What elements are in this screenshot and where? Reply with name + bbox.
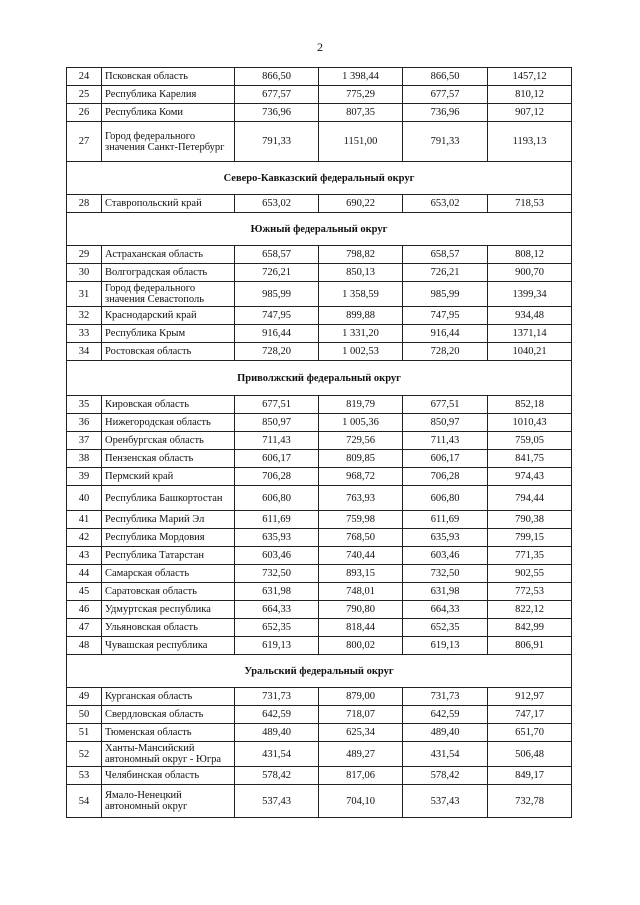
table-row: [67, 264, 572, 282]
table-row: [67, 583, 572, 601]
value-cell-3: 866,50: [403, 68, 488, 86]
value-cell-1: 631,98: [235, 583, 319, 601]
value-cell-1: 489,40: [235, 724, 319, 742]
region-name-cell: Волгоградская область: [102, 264, 235, 282]
row-number-cell: 43: [67, 547, 102, 565]
value-cell-3: 706,28: [403, 468, 488, 486]
region-name-cell: Псковская область: [102, 68, 235, 86]
value-cell-3: 658,57: [403, 246, 488, 264]
value-cell-2: 968,72: [319, 468, 403, 486]
value-cell-2: 1 398,44: [319, 68, 403, 86]
table-row: [67, 688, 572, 706]
region-name-cell: Свердловская область: [102, 706, 235, 724]
table-row: [67, 68, 572, 86]
region-name-cell: Республика Мордовия: [102, 529, 235, 547]
value-cell-2: 819,79: [319, 396, 403, 414]
value-cell-4: 651,70: [488, 724, 572, 742]
row-number-cell: 25: [67, 86, 102, 104]
region-name-cell: Ставропольский край: [102, 195, 235, 213]
region-name-cell: Ханты-Мансийский автономный округ - Югра: [102, 742, 235, 767]
value-cell-4: 849,17: [488, 767, 572, 785]
value-cell-4: 852,18: [488, 396, 572, 414]
table-row: [67, 246, 572, 264]
region-name-cell: Ямало-Ненецкий автономный округ: [102, 785, 235, 818]
region-name-cell: Пермский край: [102, 468, 235, 486]
row-number-cell: 36: [67, 414, 102, 432]
value-cell-3: 677,51: [403, 396, 488, 414]
value-cell-2: 775,29: [319, 86, 403, 104]
value-cell-1: 611,69: [235, 511, 319, 529]
region-name-cell: Ульяновская область: [102, 619, 235, 637]
value-cell-1: 747,95: [235, 307, 319, 325]
value-cell-2: 625,34: [319, 724, 403, 742]
row-number-cell: 30: [67, 264, 102, 282]
value-cell-3: 677,57: [403, 86, 488, 104]
section-header-row: [67, 162, 572, 195]
section-title: Северо-Кавказский федеральный округ: [67, 162, 572, 195]
section-header-row: [67, 655, 572, 688]
value-cell-1: 677,51: [235, 396, 319, 414]
value-cell-3: 537,43: [403, 785, 488, 818]
value-cell-2: 790,80: [319, 601, 403, 619]
value-cell-2: 818,44: [319, 619, 403, 637]
value-cell-4: 841,75: [488, 450, 572, 468]
value-cell-2: 740,44: [319, 547, 403, 565]
row-number-cell: 28: [67, 195, 102, 213]
value-cell-1: 706,28: [235, 468, 319, 486]
row-number-cell: 46: [67, 601, 102, 619]
region-name-cell: Челябинская область: [102, 767, 235, 785]
row-number-cell: 41: [67, 511, 102, 529]
region-name-cell: Город федерального значения Санкт-Петербург: [102, 122, 235, 162]
value-cell-3: 489,40: [403, 724, 488, 742]
region-name-cell: Тюменская область: [102, 724, 235, 742]
value-cell-2: 729,56: [319, 432, 403, 450]
row-number-cell: 48: [67, 637, 102, 655]
table-row: [67, 511, 572, 529]
value-cell-3: 653,02: [403, 195, 488, 213]
value-cell-1: 850,97: [235, 414, 319, 432]
table-row: [67, 565, 572, 583]
value-cell-4: 810,12: [488, 86, 572, 104]
value-cell-3: 606,17: [403, 450, 488, 468]
section-title: Южный федеральный округ: [67, 213, 572, 246]
table-row: [67, 282, 572, 307]
value-cell-2: 899,88: [319, 307, 403, 325]
table-row: [67, 547, 572, 565]
row-number-cell: 29: [67, 246, 102, 264]
value-cell-4: 790,38: [488, 511, 572, 529]
value-cell-1: 726,21: [235, 264, 319, 282]
value-cell-4: 1193,13: [488, 122, 572, 162]
region-name-cell: Пензенская область: [102, 450, 235, 468]
value-cell-1: 664,33: [235, 601, 319, 619]
value-cell-1: 537,43: [235, 785, 319, 818]
region-name-cell: Республика Марий Эл: [102, 511, 235, 529]
value-cell-1: 652,35: [235, 619, 319, 637]
region-name-cell: Республика Коми: [102, 104, 235, 122]
value-cell-4: 759,05: [488, 432, 572, 450]
region-name-cell: Удмуртская республика: [102, 601, 235, 619]
region-name-cell: Оренбургская область: [102, 432, 235, 450]
value-cell-1: 642,59: [235, 706, 319, 724]
row-number-cell: 42: [67, 529, 102, 547]
value-cell-2: 1 331,20: [319, 325, 403, 343]
row-number-cell: 31: [67, 282, 102, 307]
value-cell-1: 732,50: [235, 565, 319, 583]
value-cell-2: 1151,00: [319, 122, 403, 162]
value-cell-2: 800,02: [319, 637, 403, 655]
region-name-cell: Республика Татарстан: [102, 547, 235, 565]
value-cell-1: 635,93: [235, 529, 319, 547]
value-cell-4: 771,35: [488, 547, 572, 565]
value-cell-3: 642,59: [403, 706, 488, 724]
table-row: [67, 343, 572, 361]
value-cell-3: 652,35: [403, 619, 488, 637]
value-cell-4: 1010,43: [488, 414, 572, 432]
value-cell-4: 732,78: [488, 785, 572, 818]
row-number-cell: 40: [67, 486, 102, 511]
value-cell-2: 893,15: [319, 565, 403, 583]
value-cell-4: 1399,34: [488, 282, 572, 307]
table-row: [67, 307, 572, 325]
value-cell-2: 763,93: [319, 486, 403, 511]
value-cell-3: 611,69: [403, 511, 488, 529]
region-name-cell: Чувашская республика: [102, 637, 235, 655]
value-cell-3: 631,98: [403, 583, 488, 601]
value-cell-2: 879,00: [319, 688, 403, 706]
value-cell-3: 726,21: [403, 264, 488, 282]
table-row: [67, 414, 572, 432]
value-cell-4: 1457,12: [488, 68, 572, 86]
value-cell-3: 747,95: [403, 307, 488, 325]
value-cell-1: 658,57: [235, 246, 319, 264]
row-number-cell: 34: [67, 343, 102, 361]
value-cell-4: 900,70: [488, 264, 572, 282]
section-header-row: [67, 213, 572, 246]
value-cell-1: 603,46: [235, 547, 319, 565]
row-number-cell: 24: [67, 68, 102, 86]
table-row: [67, 104, 572, 122]
table-row: [67, 767, 572, 785]
value-cell-4: 747,17: [488, 706, 572, 724]
table-row: [67, 724, 572, 742]
value-cell-2: 807,35: [319, 104, 403, 122]
value-cell-1: 985,99: [235, 282, 319, 307]
table-row: [67, 122, 572, 162]
region-name-cell: Краснодарский край: [102, 307, 235, 325]
value-cell-3: 711,43: [403, 432, 488, 450]
value-cell-3: 431,54: [403, 742, 488, 767]
value-cell-2: 748,01: [319, 583, 403, 601]
table-row: [67, 86, 572, 104]
table-row: [67, 742, 572, 767]
value-cell-4: 1040,21: [488, 343, 572, 361]
table-row: [67, 529, 572, 547]
value-cell-1: 677,57: [235, 86, 319, 104]
value-cell-2: 489,27: [319, 742, 403, 767]
value-cell-1: 711,43: [235, 432, 319, 450]
value-cell-3: 606,80: [403, 486, 488, 511]
value-cell-4: 506,48: [488, 742, 572, 767]
row-number-cell: 39: [67, 468, 102, 486]
value-cell-1: 653,02: [235, 195, 319, 213]
table-row: [67, 637, 572, 655]
section-title: Уральский федеральный округ: [67, 655, 572, 688]
value-cell-4: 718,53: [488, 195, 572, 213]
section-title: Приволжский федеральный округ: [67, 361, 572, 396]
value-cell-3: 731,73: [403, 688, 488, 706]
value-cell-3: 635,93: [403, 529, 488, 547]
region-name-cell: Республика Крым: [102, 325, 235, 343]
value-cell-4: 907,12: [488, 104, 572, 122]
value-cell-2: 850,13: [319, 264, 403, 282]
value-cell-3: 578,42: [403, 767, 488, 785]
region-name-cell: Ростовская область: [102, 343, 235, 361]
value-cell-3: 603,46: [403, 547, 488, 565]
row-number-cell: 50: [67, 706, 102, 724]
value-cell-1: 578,42: [235, 767, 319, 785]
row-number-cell: 53: [67, 767, 102, 785]
region-name-cell: Кировская область: [102, 396, 235, 414]
value-cell-3: 985,99: [403, 282, 488, 307]
region-name-cell: Республика Башкортостан: [102, 486, 235, 511]
row-number-cell: 45: [67, 583, 102, 601]
value-cell-4: 772,53: [488, 583, 572, 601]
value-cell-4: 1371,14: [488, 325, 572, 343]
page-number: 2: [317, 40, 323, 54]
row-number-cell: 35: [67, 396, 102, 414]
table-row: [67, 468, 572, 486]
region-name-cell: Самарская область: [102, 565, 235, 583]
table-row: [67, 195, 572, 213]
row-number-cell: 47: [67, 619, 102, 637]
table-row: [67, 432, 572, 450]
value-cell-3: 850,97: [403, 414, 488, 432]
value-cell-2: 798,82: [319, 246, 403, 264]
value-cell-4: 794,44: [488, 486, 572, 511]
tariff-table: [66, 67, 572, 818]
value-cell-2: 690,22: [319, 195, 403, 213]
value-cell-2: 768,50: [319, 529, 403, 547]
table-body: [67, 68, 572, 818]
region-name-cell: Саратовская область: [102, 583, 235, 601]
row-number-cell: 49: [67, 688, 102, 706]
value-cell-3: 736,96: [403, 104, 488, 122]
value-cell-4: 799,15: [488, 529, 572, 547]
region-name-cell: Нижегородская область: [102, 414, 235, 432]
row-number-cell: 32: [67, 307, 102, 325]
value-cell-1: 736,96: [235, 104, 319, 122]
table-row: [67, 619, 572, 637]
value-cell-4: 808,12: [488, 246, 572, 264]
value-cell-2: 718,07: [319, 706, 403, 724]
value-cell-3: 728,20: [403, 343, 488, 361]
value-cell-2: 1 002,53: [319, 343, 403, 361]
row-number-cell: 26: [67, 104, 102, 122]
value-cell-4: 822,12: [488, 601, 572, 619]
row-number-cell: 33: [67, 325, 102, 343]
row-number-cell: 54: [67, 785, 102, 818]
value-cell-1: 606,17: [235, 450, 319, 468]
value-cell-1: 606,80: [235, 486, 319, 511]
table-row: [67, 486, 572, 511]
value-cell-4: 912,97: [488, 688, 572, 706]
region-name-cell: Астраханская область: [102, 246, 235, 264]
value-cell-2: 1 358,59: [319, 282, 403, 307]
row-number-cell: 51: [67, 724, 102, 742]
section-header-row: [67, 361, 572, 396]
row-number-cell: 27: [67, 122, 102, 162]
table-row: [67, 706, 572, 724]
value-cell-1: 728,20: [235, 343, 319, 361]
value-cell-4: 934,48: [488, 307, 572, 325]
value-cell-3: 916,44: [403, 325, 488, 343]
row-number-cell: 52: [67, 742, 102, 767]
table-row: [67, 785, 572, 818]
value-cell-3: 732,50: [403, 565, 488, 583]
region-name-cell: Курганская область: [102, 688, 235, 706]
value-cell-2: 759,98: [319, 511, 403, 529]
value-cell-1: 916,44: [235, 325, 319, 343]
value-cell-3: 791,33: [403, 122, 488, 162]
table-row: [67, 325, 572, 343]
value-cell-1: 791,33: [235, 122, 319, 162]
value-cell-2: 809,85: [319, 450, 403, 468]
value-cell-2: 817,06: [319, 767, 403, 785]
table-row: [67, 450, 572, 468]
value-cell-3: 619,13: [403, 637, 488, 655]
row-number-cell: 38: [67, 450, 102, 468]
value-cell-3: 664,33: [403, 601, 488, 619]
table-row: [67, 601, 572, 619]
value-cell-1: 431,54: [235, 742, 319, 767]
region-name-cell: Город федерального значения Севастополь: [102, 282, 235, 307]
region-name-cell: Республика Карелия: [102, 86, 235, 104]
value-cell-4: 806,91: [488, 637, 572, 655]
row-number-cell: 37: [67, 432, 102, 450]
row-number-cell: 44: [67, 565, 102, 583]
value-cell-2: 1 005,36: [319, 414, 403, 432]
value-cell-4: 902,55: [488, 565, 572, 583]
table-row: [67, 396, 572, 414]
value-cell-1: 866,50: [235, 68, 319, 86]
value-cell-1: 619,13: [235, 637, 319, 655]
value-cell-4: 842,99: [488, 619, 572, 637]
value-cell-2: 704,10: [319, 785, 403, 818]
value-cell-4: 974,43: [488, 468, 572, 486]
value-cell-1: 731,73: [235, 688, 319, 706]
